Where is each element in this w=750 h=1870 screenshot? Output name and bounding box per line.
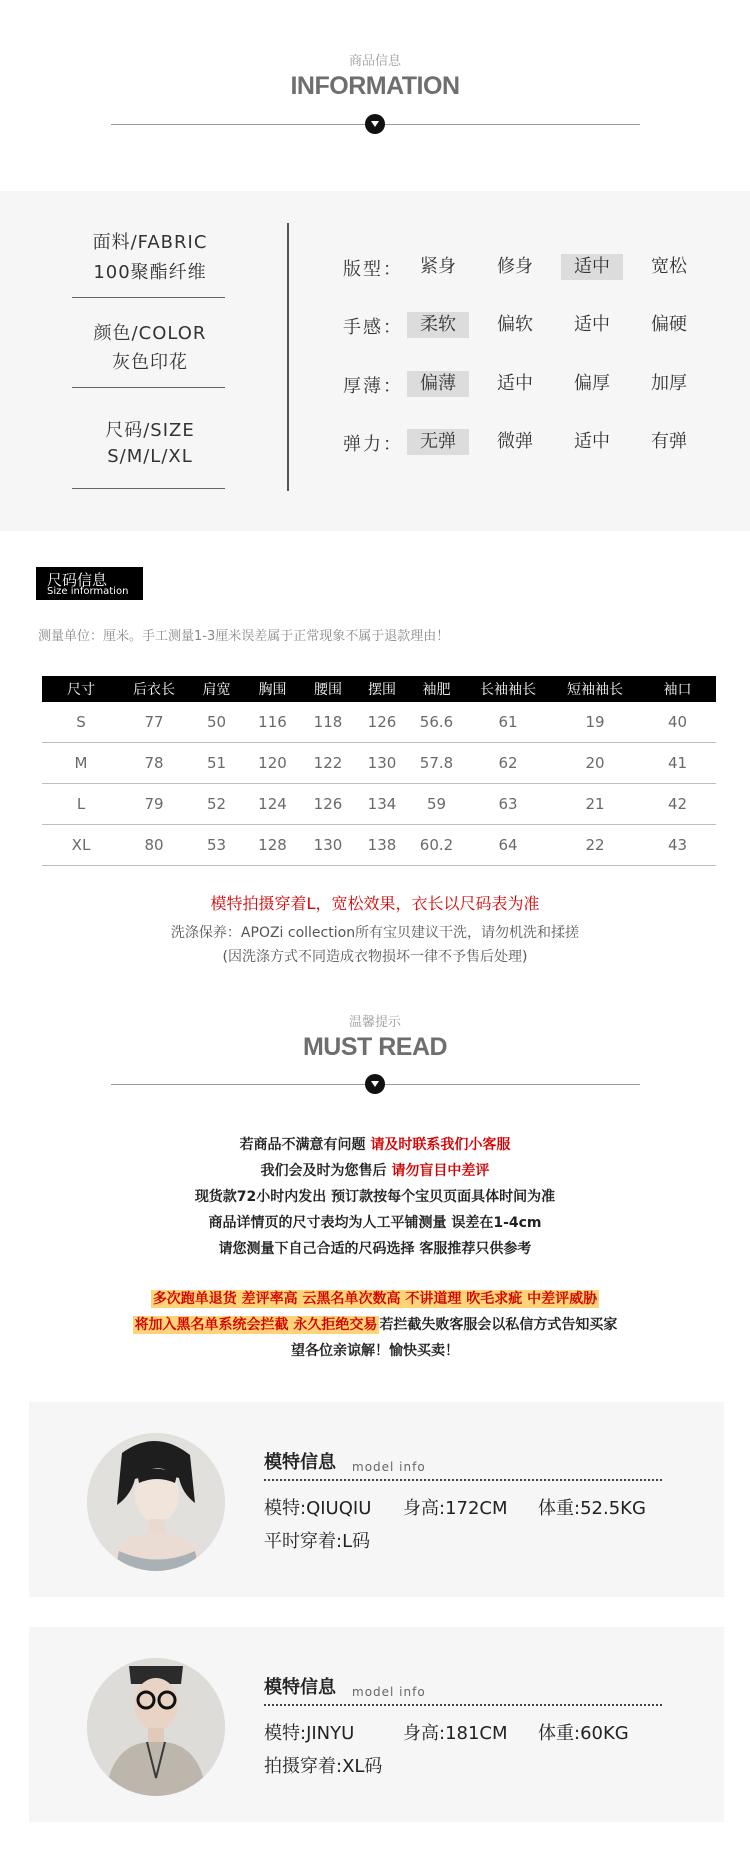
color-label: 颜色/COLOR: [93, 323, 207, 344]
size-table-cell: 20: [551, 743, 639, 784]
model-avatar: [87, 1658, 225, 1796]
wash-note: 洗涤保养：APOZi collection所有宝贝建议干洗，请勿机洗和揉搓: [170, 925, 580, 941]
wash-disclaimer: (因洗涤方式不同造成衣物损坏一律不予售后处理): [222, 949, 528, 965]
must-read-line: 请您测量下自己合适的尺码选择 客服推荐只供参考: [218, 1241, 532, 1257]
feel-option: 偏硬: [651, 314, 687, 335]
size-table-header-cell: 后衣长: [120, 676, 188, 702]
size-table-cell: 53: [188, 825, 245, 866]
size-table-cell: 21: [551, 784, 639, 825]
feel-option-selected: 柔软: [407, 312, 469, 338]
size-table-cell: 60.2: [408, 825, 465, 866]
fabric-value: 100聚酯纤维: [93, 262, 207, 283]
model-photo-icon: [87, 1658, 225, 1796]
size-table-header-cell: 摆围: [356, 676, 408, 702]
size-value: S/M/L/XL: [107, 446, 193, 467]
feel-option: 适中: [574, 314, 610, 335]
warning-line: [0, 1314, 750, 1334]
warning-highlight: 多次跑单退货 差评率高 云黑名单次数高 不讲道理 吹毛求疵 中差评威胁: [152, 1291, 598, 1307]
feel-row-label: 版型：: [343, 259, 403, 280]
fabric-label: 面料/FABRIC: [92, 232, 208, 253]
must-read-line: [0, 1134, 750, 1154]
warning-line: [0, 1288, 750, 1308]
chevron-down-icon: [365, 1074, 385, 1094]
must-read-highlight: 请及时联系我们小客服: [370, 1137, 511, 1153]
size-table-cell: 116: [245, 702, 300, 743]
feel-option: 适中: [497, 373, 533, 394]
size-table-cell: 118: [300, 702, 356, 743]
model-height: 身高:172CM: [403, 1498, 508, 1519]
table-row: [42, 825, 716, 866]
color-value: 灰色印花: [112, 352, 188, 373]
size-table-cell: 57.8: [408, 743, 465, 784]
size-table: [42, 676, 716, 866]
information-subtitle: 商品信息: [348, 54, 401, 69]
feel-option: 紧身: [420, 256, 456, 277]
size-table-cell: S: [42, 702, 120, 743]
size-table-cell: 130: [356, 743, 408, 784]
size-table-cell: 77: [120, 702, 188, 743]
size-table-cell: 51: [188, 743, 245, 784]
feel-option-selected: 无弹: [407, 429, 469, 455]
model-info-divider: [264, 1479, 662, 1481]
feel-row-label: 弹力：: [343, 434, 403, 455]
size-table-cell: 124: [245, 784, 300, 825]
size-table-cell: 128: [245, 825, 300, 866]
size-table-cell: 134: [356, 784, 408, 825]
feel-option: 宽松: [651, 256, 687, 277]
feel-option: 加厚: [651, 373, 687, 394]
size-table-cell: 64: [465, 825, 551, 866]
size-table-cell: 41: [639, 743, 716, 784]
must-read-line: 商品详情页的尺寸表均为人工平铺测量 误差在1-4cm: [208, 1215, 542, 1231]
size-table-cell: 43: [639, 825, 716, 866]
attr-divider: [72, 297, 225, 298]
model-info-title-en: model info: [352, 1460, 426, 1474]
warning-highlight: 将加入黑名单系统会拦截 永久拒绝交易: [134, 1317, 378, 1333]
size-table-header-cell: 尺寸: [42, 676, 120, 702]
size-table-header-cell: 长袖袖长: [465, 676, 551, 702]
size-table-cell: 63: [465, 784, 551, 825]
size-info-tag: [36, 567, 143, 600]
model-info-title: 模特信息: [264, 1677, 336, 1698]
feel-option: 有弹: [651, 431, 687, 452]
model-info-title-en: model info: [352, 1685, 426, 1699]
feel-row-label: 厚薄：: [343, 376, 403, 397]
must-read-title: MUST READ: [302, 1033, 448, 1061]
size-table-cell: 62: [465, 743, 551, 784]
size-label: 尺码/SIZE: [105, 420, 195, 441]
size-table-header-cell: 胸围: [245, 676, 300, 702]
size-table-cell: 56.6: [408, 702, 465, 743]
model-name: 模特:QIUQIU: [264, 1498, 372, 1519]
attr-divider: [72, 488, 225, 489]
size-table-cell: 80: [120, 825, 188, 866]
size-table-cell: 61: [465, 702, 551, 743]
size-table-cell: 130: [300, 825, 356, 866]
size-table-cell: 126: [300, 784, 356, 825]
size-table-cell: 126: [356, 702, 408, 743]
feel-option: 微弹: [497, 431, 533, 452]
size-table-cell: XL: [42, 825, 120, 866]
size-table-cell: M: [42, 743, 120, 784]
size-table-cell: 19: [551, 702, 639, 743]
measurement-note: 测量单位：厘米。手工测量1-3厘米误差属于正常现象不属于退款理由！: [38, 629, 450, 644]
size-table-cell: 78: [120, 743, 188, 784]
size-table-cell: 42: [639, 784, 716, 825]
model-avatar: [87, 1433, 225, 1571]
table-row: [42, 702, 716, 743]
size-table-cell: 22: [551, 825, 639, 866]
size-table-cell: 50: [188, 702, 245, 743]
size-table-cell: 122: [300, 743, 356, 784]
model-fit-note: 模特拍摄穿着L，宽松效果，衣长以尺码表为准: [210, 894, 540, 913]
model-weight: 体重:60KG: [538, 1723, 629, 1744]
feel-option: 偏软: [497, 314, 533, 335]
size-table-cell: 138: [356, 825, 408, 866]
feel-option-selected: 偏薄: [407, 371, 469, 397]
must-read-highlight: 请勿盲目中差评: [391, 1163, 490, 1179]
size-table-cell: 59: [408, 784, 465, 825]
attr-divider: [72, 387, 225, 388]
warning-line: 望各位亲谅解！愉快买卖！: [291, 1343, 459, 1359]
size-table-header-cell: 腰围: [300, 676, 356, 702]
feel-row-label: 手感：: [343, 317, 403, 338]
feel-option: 适中: [574, 431, 610, 452]
size-info-tag-zh: 尺码信息: [47, 571, 108, 589]
size-table-header-cell: 肩宽: [188, 676, 245, 702]
model-name: 模特:JINYU: [264, 1723, 355, 1744]
model-info-title: 模特信息: [264, 1452, 336, 1473]
size-table-header-cell: 袖肥: [408, 676, 465, 702]
information-title: INFORMATION: [290, 72, 460, 100]
size-table-header-cell: 袖口: [639, 676, 716, 702]
must-read-line: 现货款72小时内发出 预订款按每个宝贝页面具体时间为准: [194, 1189, 556, 1205]
size-table-header-cell: 短袖袖长: [551, 676, 639, 702]
size-info-tag-en: Size information: [47, 586, 129, 597]
must-read-text: 我们会及时为您售后: [260, 1163, 392, 1179]
size-table-cell: 40: [639, 702, 716, 743]
size-table-body: [42, 702, 716, 866]
size-table-cell: 79: [120, 784, 188, 825]
warning-text: 若拦截失败客服会以私信方式告知买家: [379, 1317, 618, 1333]
must-read-text: 若商品不满意有问题: [239, 1137, 371, 1153]
model-photo-icon: [87, 1433, 225, 1571]
table-row: [42, 784, 716, 825]
must-read-line: [0, 1160, 750, 1180]
vertical-divider: [287, 223, 289, 491]
model-height: 身高:181CM: [403, 1723, 508, 1744]
size-table-header: [42, 676, 716, 702]
model-info-divider: [264, 1704, 662, 1706]
feel-option: 修身: [497, 256, 533, 277]
model-wear-size: 平时穿着:L码: [264, 1531, 371, 1552]
size-table-cell: 120: [245, 743, 300, 784]
size-table-cell: 52: [188, 784, 245, 825]
chevron-down-icon: [365, 114, 385, 134]
model-wear-size: 拍摄穿着:XL码: [264, 1756, 383, 1777]
size-table-cell: L: [42, 784, 120, 825]
feel-option-selected: 适中: [561, 254, 623, 280]
must-read-subtitle: 温馨提示: [348, 1015, 401, 1030]
model-weight: 体重:52.5KG: [538, 1498, 646, 1519]
table-row: [42, 743, 716, 784]
feel-option: 偏厚: [574, 373, 610, 394]
